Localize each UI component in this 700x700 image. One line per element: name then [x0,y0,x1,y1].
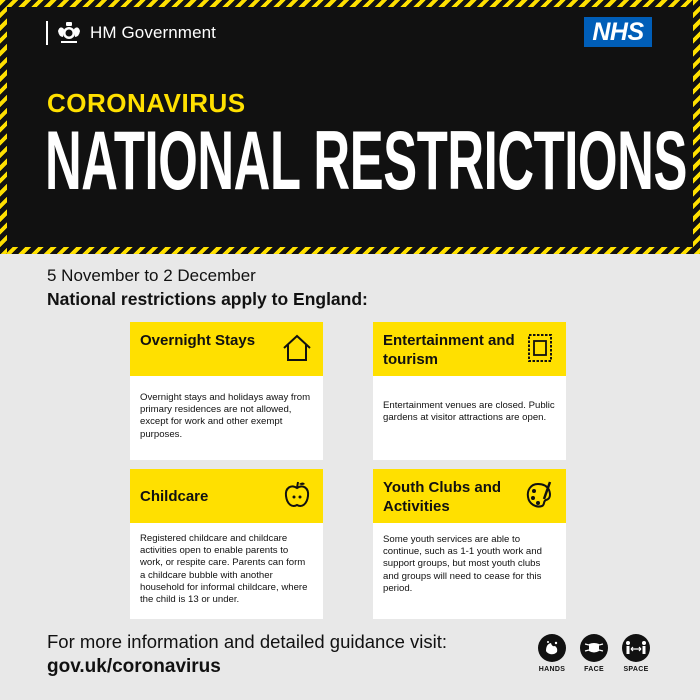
card-body: Overnight stays and holidays away from primary residences are not allowed, except for work and other exempt purposes. [140,392,311,440]
face-mask-icon [584,640,604,656]
badge-circle [538,634,566,662]
card-body: Entertainment venues are closed. Public gardens at visitor attractions are open. [383,400,555,424]
header-banner [0,0,700,254]
royal-crest-icon [56,21,82,45]
nhs-logo: NHS [584,17,652,47]
card-entertainment-tourism [373,322,566,460]
card-title: Entertainment and tourism [383,332,515,368]
badge-hands [532,634,572,673]
card-header [130,322,323,376]
page-title: NATIONAL RESTRICTIONS [45,114,687,208]
more-info-text: For more information and detailed guidance visit: [47,631,448,652]
coronavirus-kicker: CORONAVIRUS [47,88,246,118]
card-overnight-stays [130,322,323,460]
card-youth-clubs [373,469,566,619]
paint-palette-icon [524,479,556,511]
card-body: Registered childcare and childcare activities open to enable parents to work, or respite care. Parents can form a childcare bubble with another household for informal childcare, where the child is 13 or under. [140,533,308,606]
badge-circle [580,634,608,662]
card-header [373,469,566,523]
hm-government-label: HM Government [90,23,217,42]
badge-label: HANDS [538,666,566,673]
house-icon [281,332,313,364]
gov-logo-bar [46,21,48,45]
ticket-stamp-icon [524,332,556,364]
restrictions-scope: National restrictions apply to England: [47,289,368,309]
card-body: Some youth services are able to continue, such as 1-1 youth work and support groups, but most youth clubs and groups will need to cease for this period. [383,534,542,594]
hm-government-logo [46,20,216,46]
card-title: Childcare [140,488,209,505]
badge-label: FACE [584,666,604,673]
guidance-link[interactable]: gov.uk/coronavirus [47,656,221,677]
badge-label: SPACE [623,666,649,673]
hazard-stripe-top [0,0,700,7]
card-header [373,322,566,376]
card-childcare [130,469,323,619]
hand-washing-icon [543,639,561,657]
hazard-stripe-bottom [0,247,700,254]
hazard-stripe-left [0,0,7,254]
card-title: Overnight Stays [140,332,256,349]
date-range: 5 November to 2 December [47,266,256,285]
badge-face [574,634,614,673]
card-header [130,469,323,523]
card-title: Youth Clubs and Activities [383,479,502,515]
social-distance-icon [625,639,647,657]
badge-circle [622,634,650,662]
apple-icon [281,479,313,511]
badge-space [616,634,656,673]
hazard-stripe-right [693,0,700,254]
